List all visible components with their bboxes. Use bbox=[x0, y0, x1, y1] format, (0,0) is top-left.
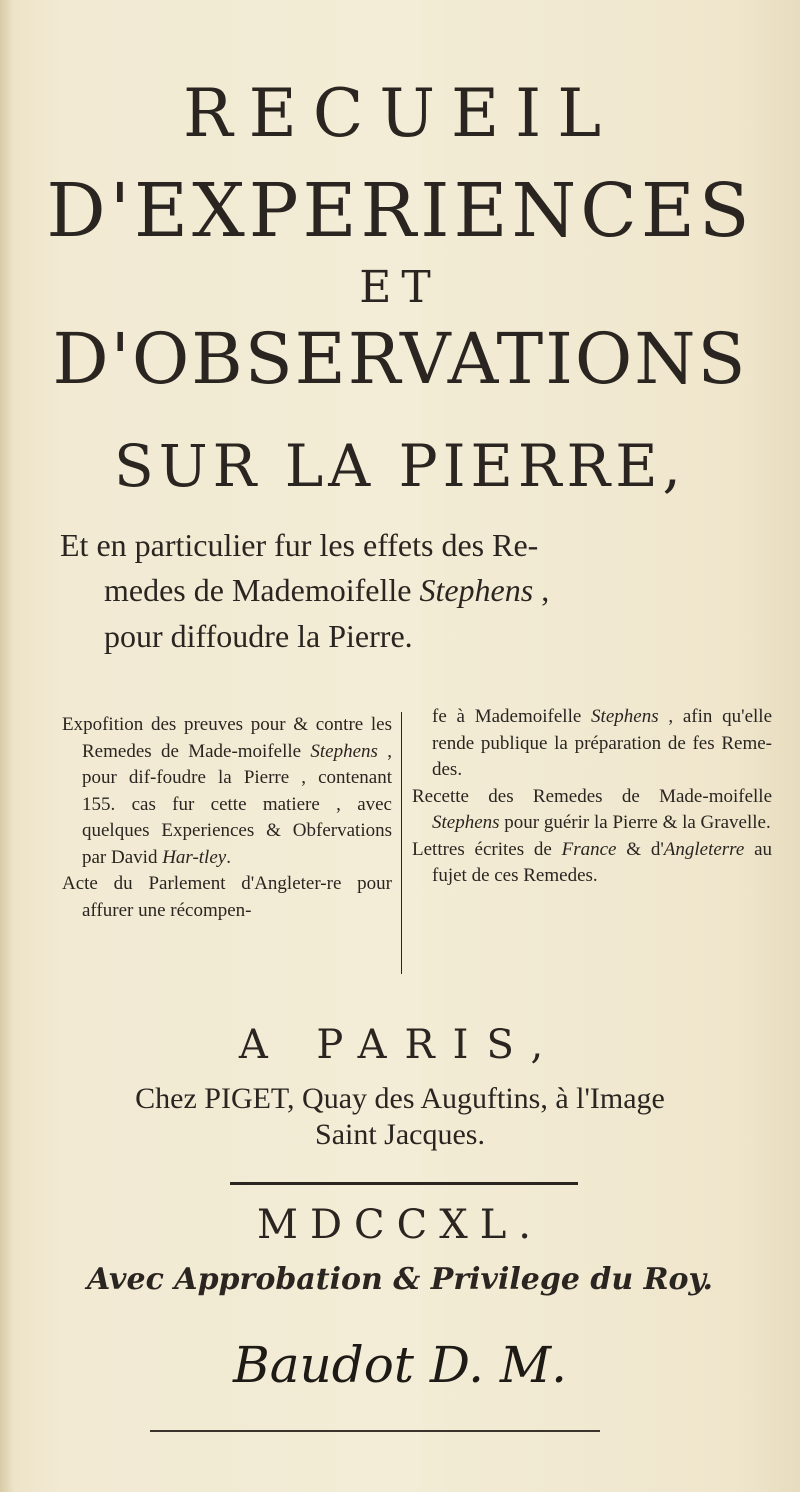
contents-entry: Acte du Parlement d'Angleter-re pour affurer une récompen- bbox=[62, 873, 392, 921]
entry-text: , pour dif-foudre la Pierre , contenant 155. cas fur cette matiere , avec quelques Experiences & Obfervations par David bbox=[82, 740, 392, 868]
subtitle-name-stephens: Stephens bbox=[419, 572, 534, 608]
contents-left-column bbox=[62, 712, 392, 924]
entry-name: Har-tley bbox=[162, 846, 227, 868]
entry-text: Lettres écrites de bbox=[412, 838, 562, 860]
column-divider bbox=[401, 712, 402, 974]
subtitle-line-2 bbox=[104, 572, 549, 609]
entry-name: Stephens bbox=[432, 812, 500, 833]
entry-text: & d' bbox=[616, 838, 664, 860]
title-line-experiences: D'EXPERIENCES bbox=[46, 168, 754, 254]
contents-entry-continued bbox=[412, 704, 772, 784]
subtitle-comma: , bbox=[533, 572, 550, 608]
title-line-recueil: RECUEIL bbox=[182, 75, 618, 152]
entry-text: . bbox=[226, 846, 231, 868]
handwritten-signature: Baudot D. M. bbox=[232, 1336, 568, 1394]
imprint-privilege: Avec Approbation & Privilege du Roy. bbox=[87, 1262, 713, 1297]
imprint-address: Saint Jacques. bbox=[315, 1118, 485, 1151]
title-line-observations: D'OBSERVATIONS bbox=[52, 318, 748, 400]
contents-entry bbox=[412, 784, 772, 837]
entry-text: Recette des Remedes de Made-moifelle bbox=[412, 785, 772, 807]
subtitle-line-3: pour diffoudre la Pierre. bbox=[104, 618, 413, 654]
imprint-city: A PARIS, bbox=[238, 1022, 562, 1068]
subtitle-line-1: Et en particulier fur les effets des Re- bbox=[60, 527, 539, 563]
title-line-pierre: SUR LA PIERRE, bbox=[114, 432, 686, 500]
entry-name: Stephens bbox=[591, 706, 659, 727]
contents-entry bbox=[412, 837, 772, 890]
entry-text: Expofition des preuves pour & contre les Remedes de Made-moifelle bbox=[62, 714, 392, 762]
entry-name: Angleterre bbox=[663, 838, 745, 860]
title-line-et: ET bbox=[359, 262, 441, 313]
entry-text: fe à Mademoifelle bbox=[432, 706, 592, 727]
imprint-rule bbox=[230, 1182, 578, 1185]
entry-name: Stephens bbox=[310, 740, 378, 762]
contents-entry bbox=[62, 712, 392, 871]
signature-underline bbox=[150, 1430, 600, 1432]
entry-name: France bbox=[561, 838, 617, 860]
contents-right-column bbox=[412, 704, 772, 890]
entry-text: , afin qu'elle rende publique la préparation de fes Reme-des. bbox=[432, 706, 773, 780]
imprint-publisher: Chez PIGET, Quay des Auguftins, à l'Image bbox=[135, 1082, 665, 1115]
subtitle-text: medes de Mademoifelle bbox=[104, 572, 420, 608]
imprint-year: MDCCXL. bbox=[257, 1202, 543, 1248]
entry-text: au fujet de ces Remedes. bbox=[432, 838, 773, 886]
entry-text: pour guérir la Pierre & la Gravelle. bbox=[499, 812, 771, 833]
